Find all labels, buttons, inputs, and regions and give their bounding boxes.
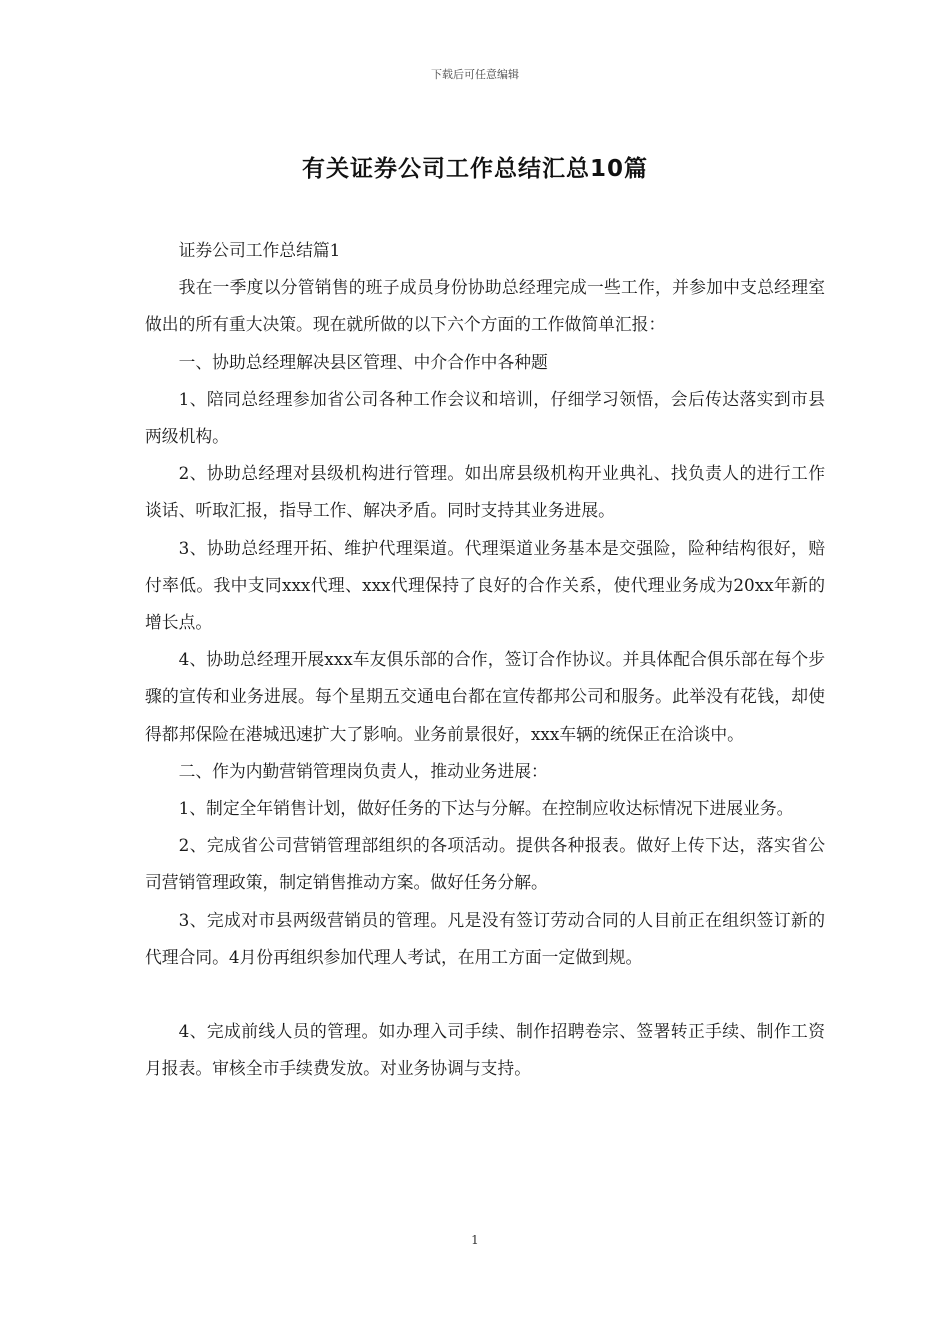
paragraph: 3、完成对市县两级营销员的管理。凡是没有签订劳动合同的人目前正在组织签订新的代理合同。4月份再组织参加代理人考试，在用工方面一定做到规。 <box>145 909 825 967</box>
document-title: 有关证券公司工作总结汇总10篇 <box>301 156 648 182</box>
section-heading: 一、协助总经理解决县区管理、中介合作中各种题 <box>178 351 548 372</box>
paragraph: 3、协助总经理开拓、维护代理渠道。代理渠道业务基本是交强险，险种结构很好，赔付率低。我中支同xxx代理、xxx代理保持了良好的合作关系，使代理业务成为20xx年新的增长点。 <box>145 537 825 633</box>
paragraph: 1、陪同总经理参加省公司各种工作会议和培训，仔细学习领悟，会后传达落实到市县两级机构。 <box>145 388 825 447</box>
page-header: 下载后可任意编辑 <box>431 68 519 81</box>
document-body <box>145 232 825 1087</box>
paragraph: 我在一季度以分管销售的班子成员身份协助总经理完成一些工作，并参加中支总经理室做出的所有重大决策。现在就所做的以下六个方面的工作做简单汇报： <box>145 277 825 335</box>
paragraph: 4、协助总经理开展xxx车友俱乐部的合作，签订合作协议。并具体配合俱乐部在每个步骤的宣传和业务进展。每个星期五交通电台都在宣传都邦公司和服务。此举没有花钱，却使得都邦保险在港城迅速扩大了影响。业务前景很好，xxx车辆的统保正在洽谈中。 <box>145 649 825 744</box>
page-number: 1 <box>471 1233 479 1247</box>
paragraph: 4、完成前线人员的管理。如办理入司手续、制作招聘卷宗、签署转正手续、制作工资月报表。审核全市手续费发放。对业务协调与支持。 <box>145 1021 825 1079</box>
section-heading: 证券公司工作总结篇1 <box>178 240 341 260</box>
paragraph: 2、协助总经理对县级机构进行管理。如出席县级机构开业典礼、找负责人的进行工作谈话、听取汇报，指导工作、解决矛盾。同时支持其业务进展。 <box>145 463 825 521</box>
paragraph: 2、完成省公司营销管理部组织的各项活动。提供各种报表。做好上传下达，落实省公司营销管理政策，制定销售推动方案。做好任务分解。 <box>145 835 825 893</box>
section-heading: 二、作为内勤营销管理岗负责人，推动业务进展： <box>178 760 548 781</box>
paragraph: 1、制定全年销售计划，做好任务的下达与分解。在控制应收达标情况下进展业务。 <box>178 798 794 819</box>
